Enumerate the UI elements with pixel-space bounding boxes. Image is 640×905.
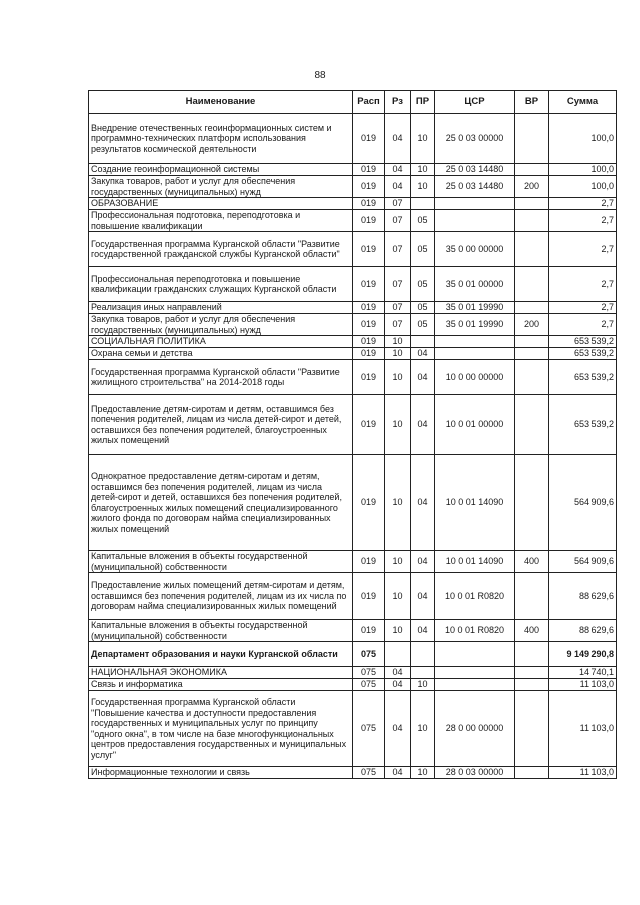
cell-vr xyxy=(515,455,549,551)
cell-vr: 400 xyxy=(515,620,549,642)
cell-pr xyxy=(411,642,435,667)
cell-csr: 10 0 00 00000 xyxy=(435,360,515,395)
cell-sum: 653 539,2 xyxy=(549,336,617,348)
cell-csr: 35 0 01 19990 xyxy=(435,314,515,336)
cell-sum: 2,7 xyxy=(549,232,617,267)
cell-rasp: 019 xyxy=(353,336,385,348)
cell-vr xyxy=(515,360,549,395)
cell-vr xyxy=(515,198,549,210)
cell-rasp: 019 xyxy=(353,360,385,395)
cell-sum: 2,7 xyxy=(549,210,617,232)
page-number: 88 xyxy=(314,70,326,81)
cell-rz: 07 xyxy=(385,267,411,302)
cell-rasp: 019 xyxy=(353,395,385,455)
cell-rz: 07 xyxy=(385,302,411,314)
cell-rasp: 019 xyxy=(353,176,385,198)
table-row xyxy=(89,620,617,642)
table-row xyxy=(89,360,617,395)
cell-vr xyxy=(515,164,549,176)
cell-rz: 07 xyxy=(385,198,411,210)
cell-sum: 2,7 xyxy=(549,314,617,336)
cell-name: Предоставление детям-сиротам и детям, оставшимся без попечения родителей, лицам из числа детей-сирот и детей, оставшихся без попечения родителей, благоустроенных жилых помещений xyxy=(89,395,353,455)
cell-csr: 10 0 01 R0820 xyxy=(435,620,515,642)
cell-vr xyxy=(515,395,549,455)
cell-csr xyxy=(435,198,515,210)
cell-csr: 35 0 01 19990 xyxy=(435,302,515,314)
table-row xyxy=(89,395,617,455)
cell-rz: 04 xyxy=(385,667,411,679)
cell-pr xyxy=(411,198,435,210)
cell-csr: 25 0 03 00000 xyxy=(435,114,515,164)
cell-csr xyxy=(435,348,515,360)
cell-rz: 04 xyxy=(385,679,411,691)
cell-rasp: 019 xyxy=(353,573,385,620)
cell-csr: 10 0 01 00000 xyxy=(435,395,515,455)
cell-name: СОЦИАЛЬНАЯ ПОЛИТИКА xyxy=(89,336,353,348)
cell-pr: 04 xyxy=(411,573,435,620)
cell-vr xyxy=(515,667,549,679)
cell-pr: 10 xyxy=(411,679,435,691)
table-row xyxy=(89,198,617,210)
cell-rz: 04 xyxy=(385,691,411,767)
column-header-rz: Рз xyxy=(385,91,411,114)
cell-rz xyxy=(385,642,411,667)
cell-rz: 07 xyxy=(385,210,411,232)
cell-sum: 2,7 xyxy=(549,267,617,302)
cell-rz: 10 xyxy=(385,573,411,620)
column-header-sum: Сумма xyxy=(549,91,617,114)
table-row xyxy=(89,336,617,348)
cell-vr xyxy=(515,336,549,348)
table-row xyxy=(89,314,617,336)
cell-csr: 35 0 01 00000 xyxy=(435,267,515,302)
cell-pr: 04 xyxy=(411,348,435,360)
cell-rz: 07 xyxy=(385,232,411,267)
cell-vr: 200 xyxy=(515,314,549,336)
cell-pr: 04 xyxy=(411,551,435,573)
cell-name: НАЦИОНАЛЬНАЯ ЭКОНОМИКА xyxy=(89,667,353,679)
cell-sum: 9 149 290,8 xyxy=(549,642,617,667)
cell-pr: 05 xyxy=(411,267,435,302)
table-row xyxy=(89,642,617,667)
cell-rz: 04 xyxy=(385,767,411,779)
cell-rasp: 019 xyxy=(353,455,385,551)
cell-csr: 28 0 00 00000 xyxy=(435,691,515,767)
cell-rasp: 075 xyxy=(353,691,385,767)
cell-name: Закупка товаров, работ и услуг для обеспечения государственных (муниципальных) нужд xyxy=(89,176,353,198)
column-header-vr: ВР xyxy=(515,91,549,114)
cell-name: Профессиональная подготовка, переподготовка и повышение квалификации xyxy=(89,210,353,232)
cell-rasp: 075 xyxy=(353,667,385,679)
cell-rz: 10 xyxy=(385,455,411,551)
cell-name: Связь и информатика xyxy=(89,679,353,691)
cell-rasp: 019 xyxy=(353,114,385,164)
cell-vr xyxy=(515,691,549,767)
cell-sum: 14 740,1 xyxy=(549,667,617,679)
cell-name: Капитальные вложения в объекты государственной (муниципальной) собственности xyxy=(89,620,353,642)
cell-pr: 04 xyxy=(411,620,435,642)
cell-name: Профессиональная переподготовка и повышение квалификации гражданских служащих Курганской области xyxy=(89,267,353,302)
cell-pr: 05 xyxy=(411,232,435,267)
table-row xyxy=(89,691,617,767)
table-row xyxy=(89,551,617,573)
cell-name: Предоставление жилых помещений детям-сиротам и детям, оставшимся без попечения родителей, лицам из их числа по договорам найма специализированных жилых помещений xyxy=(89,573,353,620)
cell-sum: 11 103,0 xyxy=(549,691,617,767)
cell-sum: 100,0 xyxy=(549,114,617,164)
cell-csr: 35 0 00 00000 xyxy=(435,232,515,267)
cell-name: Государственная программа Курганской области "Развитие государственной гражданской службы Курганской области" xyxy=(89,232,353,267)
cell-rasp: 019 xyxy=(353,210,385,232)
cell-vr xyxy=(515,232,549,267)
table-row xyxy=(89,267,617,302)
cell-pr: 10 xyxy=(411,114,435,164)
cell-csr: 25 0 03 14480 xyxy=(435,176,515,198)
cell-csr: 25 0 03 14480 xyxy=(435,164,515,176)
cell-pr: 04 xyxy=(411,395,435,455)
cell-name: Реализация иных направлений xyxy=(89,302,353,314)
cell-name: Внедрение отечественных геоинформационных систем и программно-технических платформ использования результатов космической деятельности xyxy=(89,114,353,164)
cell-pr: 04 xyxy=(411,455,435,551)
cell-rasp: 019 xyxy=(353,198,385,210)
cell-sum: 564 909,6 xyxy=(549,551,617,573)
cell-vr xyxy=(515,573,549,620)
cell-csr xyxy=(435,642,515,667)
table-body xyxy=(89,114,617,779)
budget-table xyxy=(88,90,617,779)
cell-rz: 10 xyxy=(385,395,411,455)
cell-rasp: 019 xyxy=(353,314,385,336)
cell-rasp: 019 xyxy=(353,164,385,176)
table-row xyxy=(89,302,617,314)
cell-rasp: 019 xyxy=(353,232,385,267)
cell-pr: 10 xyxy=(411,176,435,198)
cell-pr: 10 xyxy=(411,767,435,779)
cell-sum: 11 103,0 xyxy=(549,767,617,779)
table-row xyxy=(89,767,617,779)
cell-vr xyxy=(515,114,549,164)
cell-rasp: 019 xyxy=(353,348,385,360)
cell-name: ОБРАЗОВАНИЕ xyxy=(89,198,353,210)
table-row xyxy=(89,455,617,551)
cell-name: Закупка товаров, работ и услуг для обеспечения государственных (муниципальных) нужд xyxy=(89,314,353,336)
column-header-rasp: Расп xyxy=(353,91,385,114)
cell-rz: 04 xyxy=(385,176,411,198)
cell-pr: 05 xyxy=(411,314,435,336)
cell-rasp: 019 xyxy=(353,267,385,302)
cell-rasp: 019 xyxy=(353,302,385,314)
cell-rasp: 075 xyxy=(353,679,385,691)
table-row xyxy=(89,164,617,176)
cell-sum: 653 539,2 xyxy=(549,395,617,455)
cell-pr: 04 xyxy=(411,360,435,395)
cell-name: Государственная программа Курганской области "Повышение качества и доступности предоставления государственных и муниципальных услуг по принципу "одного окна", в том числе на базе многофункциональных центров предоставления государственных и муниципальных услуг" xyxy=(89,691,353,767)
cell-csr: 28 0 03 00000 xyxy=(435,767,515,779)
cell-vr: 200 xyxy=(515,176,549,198)
cell-name: Однократное предоставление детям-сиротам и детям, оставшимся без попечения родителей, лицам из числа детей-сирот и детей, оставшихся без попечения родителей, благоустроенных жилых помещений специализированного жилого фонда по договорам найма специализированных жилых помещений xyxy=(89,455,353,551)
cell-csr: 10 0 01 R0820 xyxy=(435,573,515,620)
cell-rz: 07 xyxy=(385,314,411,336)
cell-sum: 100,0 xyxy=(549,176,617,198)
table-row xyxy=(89,114,617,164)
cell-name: Государственная программа Курганской области "Развитие жилищного строительства" на 2014-2018 годы xyxy=(89,360,353,395)
cell-vr xyxy=(515,302,549,314)
table-row xyxy=(89,348,617,360)
cell-csr: 10 0 01 14090 xyxy=(435,455,515,551)
column-header-csr: ЦСР xyxy=(435,91,515,114)
cell-rz: 10 xyxy=(385,360,411,395)
cell-sum: 653 539,2 xyxy=(549,360,617,395)
cell-name: Информационные технологии и связь xyxy=(89,767,353,779)
cell-rasp: 075 xyxy=(353,767,385,779)
cell-pr: 10 xyxy=(411,691,435,767)
table-row xyxy=(89,679,617,691)
cell-sum: 564 909,6 xyxy=(549,455,617,551)
cell-rz: 04 xyxy=(385,164,411,176)
table-row xyxy=(89,232,617,267)
cell-sum: 88 629,6 xyxy=(549,620,617,642)
cell-rasp: 019 xyxy=(353,551,385,573)
cell-name: Департамент образования и науки Курганской области xyxy=(89,642,353,667)
cell-pr: 05 xyxy=(411,210,435,232)
cell-csr xyxy=(435,679,515,691)
cell-pr xyxy=(411,667,435,679)
cell-csr: 10 0 01 14090 xyxy=(435,551,515,573)
column-header-pr: ПР xyxy=(411,91,435,114)
cell-pr xyxy=(411,336,435,348)
cell-vr xyxy=(515,210,549,232)
cell-name: Создание геоинформационной системы xyxy=(89,164,353,176)
cell-rz: 10 xyxy=(385,348,411,360)
cell-pr: 10 xyxy=(411,164,435,176)
table-row xyxy=(89,210,617,232)
cell-csr xyxy=(435,210,515,232)
cell-vr xyxy=(515,767,549,779)
cell-sum: 653 539,2 xyxy=(549,348,617,360)
cell-vr xyxy=(515,679,549,691)
cell-rasp: 075 xyxy=(353,642,385,667)
cell-csr xyxy=(435,336,515,348)
cell-pr: 05 xyxy=(411,302,435,314)
table-header-row xyxy=(89,91,617,114)
cell-sum: 2,7 xyxy=(549,198,617,210)
cell-vr xyxy=(515,267,549,302)
cell-vr: 400 xyxy=(515,551,549,573)
cell-rz: 10 xyxy=(385,551,411,573)
column-header-name: Наименование xyxy=(89,91,353,114)
cell-name: Охрана семьи и детства xyxy=(89,348,353,360)
cell-sum: 88 629,6 xyxy=(549,573,617,620)
cell-sum: 2,7 xyxy=(549,302,617,314)
table-row xyxy=(89,667,617,679)
cell-rasp: 019 xyxy=(353,620,385,642)
cell-rz: 10 xyxy=(385,620,411,642)
cell-rz: 04 xyxy=(385,114,411,164)
cell-name: Капитальные вложения в объекты государственной (муниципальной) собственности xyxy=(89,551,353,573)
cell-rz: 10 xyxy=(385,336,411,348)
table-row xyxy=(89,176,617,198)
cell-sum: 100,0 xyxy=(549,164,617,176)
cell-sum: 11 103,0 xyxy=(549,679,617,691)
cell-vr xyxy=(515,348,549,360)
cell-csr xyxy=(435,667,515,679)
table-row xyxy=(89,573,617,620)
cell-vr xyxy=(515,642,549,667)
